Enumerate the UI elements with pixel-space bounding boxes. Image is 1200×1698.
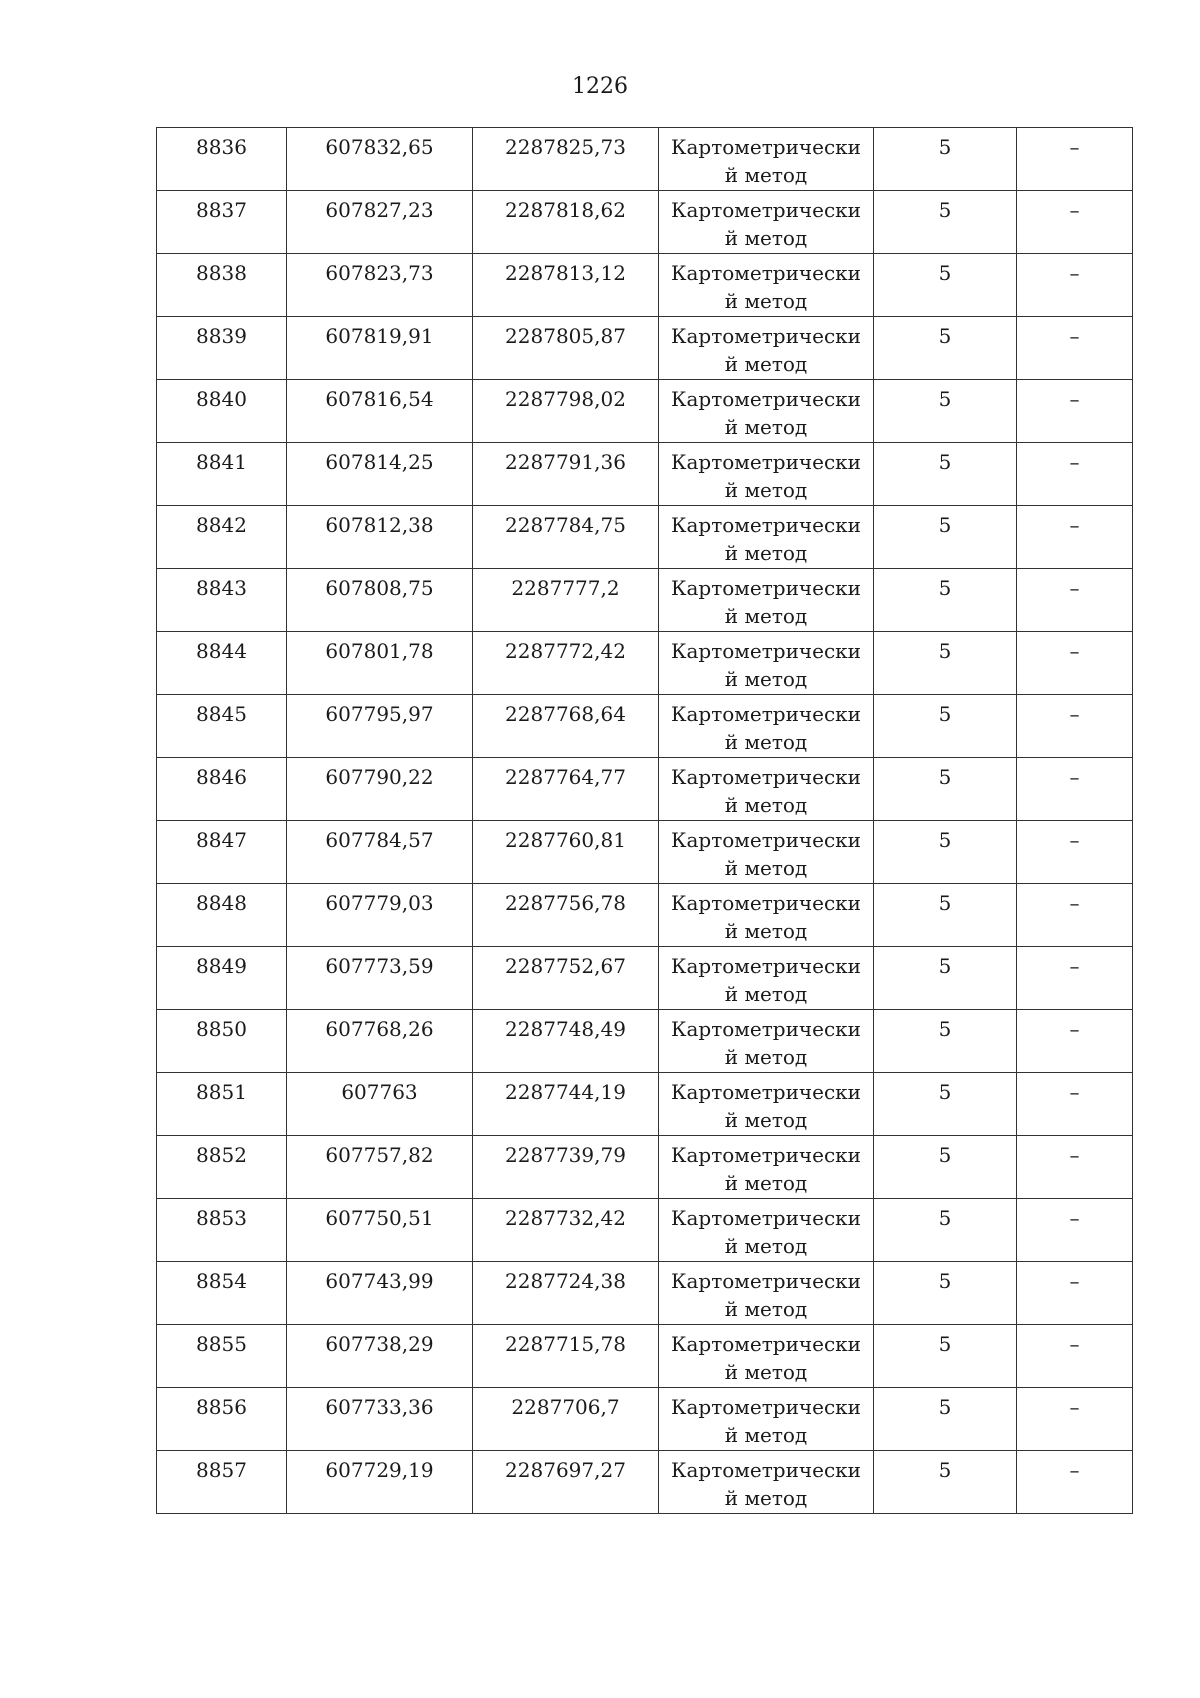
table-row bbox=[157, 1199, 1133, 1262]
y-coordinate-cell: 2287825,73 bbox=[473, 128, 659, 191]
method-cell: Картометрически й метод bbox=[659, 254, 874, 317]
point-number-cell: 8844 bbox=[157, 632, 287, 695]
page-number: 1226 bbox=[572, 74, 628, 99]
method-cell: Картометрически й метод bbox=[659, 1451, 874, 1514]
point-number-cell: 8851 bbox=[157, 1073, 287, 1136]
method-cell: Картометрически й метод bbox=[659, 947, 874, 1010]
accuracy-cell: 5 bbox=[874, 569, 1017, 632]
note-cell: – bbox=[1017, 1388, 1133, 1451]
y-coordinate-cell: 2287798,02 bbox=[473, 380, 659, 443]
note-cell: – bbox=[1017, 947, 1133, 1010]
x-coordinate-cell: 607827,23 bbox=[287, 191, 473, 254]
method-cell: Картометрически й метод bbox=[659, 884, 874, 947]
note-cell: – bbox=[1017, 254, 1133, 317]
x-coordinate-cell: 607790,22 bbox=[287, 758, 473, 821]
accuracy-cell: 5 bbox=[874, 191, 1017, 254]
point-number-cell: 8843 bbox=[157, 569, 287, 632]
accuracy-cell: 5 bbox=[874, 1136, 1017, 1199]
method-cell: Картометрически й метод bbox=[659, 632, 874, 695]
table-row bbox=[157, 254, 1133, 317]
accuracy-cell: 5 bbox=[874, 1451, 1017, 1514]
note-cell: – bbox=[1017, 317, 1133, 380]
y-coordinate-cell: 2287764,77 bbox=[473, 758, 659, 821]
point-number-cell: 8841 bbox=[157, 443, 287, 506]
x-coordinate-cell: 607812,38 bbox=[287, 506, 473, 569]
note-cell: – bbox=[1017, 821, 1133, 884]
point-number-cell: 8848 bbox=[157, 884, 287, 947]
table-row bbox=[157, 317, 1133, 380]
x-coordinate-cell: 607823,73 bbox=[287, 254, 473, 317]
point-number-cell: 8836 bbox=[157, 128, 287, 191]
y-coordinate-cell: 2287768,64 bbox=[473, 695, 659, 758]
method-cell: Картометрически й метод bbox=[659, 443, 874, 506]
x-coordinate-cell: 607784,57 bbox=[287, 821, 473, 884]
note-cell: – bbox=[1017, 443, 1133, 506]
point-number-cell: 8854 bbox=[157, 1262, 287, 1325]
table-row bbox=[157, 1262, 1133, 1325]
table-row bbox=[157, 695, 1133, 758]
x-coordinate-cell: 607763 bbox=[287, 1073, 473, 1136]
point-number-cell: 8837 bbox=[157, 191, 287, 254]
accuracy-cell: 5 bbox=[874, 380, 1017, 443]
method-cell: Картометрически й метод bbox=[659, 1010, 874, 1073]
y-coordinate-cell: 2287739,79 bbox=[473, 1136, 659, 1199]
note-cell: – bbox=[1017, 1451, 1133, 1514]
method-cell: Картометрически й метод bbox=[659, 191, 874, 254]
note-cell: – bbox=[1017, 1199, 1133, 1262]
x-coordinate-cell: 607750,51 bbox=[287, 1199, 473, 1262]
x-coordinate-cell: 607808,75 bbox=[287, 569, 473, 632]
x-coordinate-cell: 607768,26 bbox=[287, 1010, 473, 1073]
method-cell: Картометрически й метод bbox=[659, 128, 874, 191]
coordinates-table bbox=[156, 127, 1133, 1514]
accuracy-cell: 5 bbox=[874, 821, 1017, 884]
x-coordinate-cell: 607738,29 bbox=[287, 1325, 473, 1388]
table-row bbox=[157, 1073, 1133, 1136]
point-number-cell: 8845 bbox=[157, 695, 287, 758]
note-cell: – bbox=[1017, 506, 1133, 569]
y-coordinate-cell: 2287744,19 bbox=[473, 1073, 659, 1136]
method-cell: Картометрически й метод bbox=[659, 569, 874, 632]
table-row bbox=[157, 821, 1133, 884]
y-coordinate-cell: 2287752,67 bbox=[473, 947, 659, 1010]
method-cell: Картометрически й метод bbox=[659, 758, 874, 821]
x-coordinate-cell: 607816,54 bbox=[287, 380, 473, 443]
y-coordinate-cell: 2287760,81 bbox=[473, 821, 659, 884]
note-cell: – bbox=[1017, 695, 1133, 758]
note-cell: – bbox=[1017, 884, 1133, 947]
point-number-cell: 8847 bbox=[157, 821, 287, 884]
y-coordinate-cell: 2287818,62 bbox=[473, 191, 659, 254]
note-cell: – bbox=[1017, 380, 1133, 443]
point-number-cell: 8857 bbox=[157, 1451, 287, 1514]
x-coordinate-cell: 607832,65 bbox=[287, 128, 473, 191]
table-row bbox=[157, 380, 1133, 443]
accuracy-cell: 5 bbox=[874, 947, 1017, 1010]
x-coordinate-cell: 607773,59 bbox=[287, 947, 473, 1010]
table-row bbox=[157, 884, 1133, 947]
x-coordinate-cell: 607814,25 bbox=[287, 443, 473, 506]
table-row bbox=[157, 1451, 1133, 1514]
y-coordinate-cell: 2287732,42 bbox=[473, 1199, 659, 1262]
point-number-cell: 8849 bbox=[157, 947, 287, 1010]
x-coordinate-cell: 607801,78 bbox=[287, 632, 473, 695]
accuracy-cell: 5 bbox=[874, 1073, 1017, 1136]
note-cell: – bbox=[1017, 1073, 1133, 1136]
y-coordinate-cell: 2287756,78 bbox=[473, 884, 659, 947]
x-coordinate-cell: 607795,97 bbox=[287, 695, 473, 758]
x-coordinate-cell: 607757,82 bbox=[287, 1136, 473, 1199]
table-row bbox=[157, 1388, 1133, 1451]
point-number-cell: 8846 bbox=[157, 758, 287, 821]
accuracy-cell: 5 bbox=[874, 128, 1017, 191]
y-coordinate-cell: 2287791,36 bbox=[473, 443, 659, 506]
point-number-cell: 8840 bbox=[157, 380, 287, 443]
note-cell: – bbox=[1017, 758, 1133, 821]
y-coordinate-cell: 2287813,12 bbox=[473, 254, 659, 317]
x-coordinate-cell: 607733,36 bbox=[287, 1388, 473, 1451]
note-cell: – bbox=[1017, 191, 1133, 254]
coordinates-table-body bbox=[157, 128, 1133, 1514]
accuracy-cell: 5 bbox=[874, 884, 1017, 947]
accuracy-cell: 5 bbox=[874, 254, 1017, 317]
method-cell: Картометрически й метод bbox=[659, 380, 874, 443]
y-coordinate-cell: 2287784,75 bbox=[473, 506, 659, 569]
note-cell: – bbox=[1017, 569, 1133, 632]
point-number-cell: 8856 bbox=[157, 1388, 287, 1451]
note-cell: – bbox=[1017, 1136, 1133, 1199]
method-cell: Картометрически й метод bbox=[659, 1325, 874, 1388]
table-row bbox=[157, 758, 1133, 821]
point-number-cell: 8842 bbox=[157, 506, 287, 569]
method-cell: Картометрически й метод bbox=[659, 1388, 874, 1451]
table-row bbox=[157, 1325, 1133, 1388]
method-cell: Картометрически й метод bbox=[659, 821, 874, 884]
accuracy-cell: 5 bbox=[874, 1262, 1017, 1325]
accuracy-cell: 5 bbox=[874, 695, 1017, 758]
x-coordinate-cell: 607819,91 bbox=[287, 317, 473, 380]
table-row bbox=[157, 1136, 1133, 1199]
y-coordinate-cell: 2287706,7 bbox=[473, 1388, 659, 1451]
note-cell: – bbox=[1017, 1325, 1133, 1388]
accuracy-cell: 5 bbox=[874, 758, 1017, 821]
method-cell: Картометрически й метод bbox=[659, 317, 874, 380]
y-coordinate-cell: 2287697,27 bbox=[473, 1451, 659, 1514]
accuracy-cell: 5 bbox=[874, 1010, 1017, 1073]
y-coordinate-cell: 2287724,38 bbox=[473, 1262, 659, 1325]
point-number-cell: 8850 bbox=[157, 1010, 287, 1073]
note-cell: – bbox=[1017, 1262, 1133, 1325]
table-row bbox=[157, 443, 1133, 506]
point-number-cell: 8855 bbox=[157, 1325, 287, 1388]
method-cell: Картометрически й метод bbox=[659, 1199, 874, 1262]
point-number-cell: 8852 bbox=[157, 1136, 287, 1199]
table-row bbox=[157, 569, 1133, 632]
accuracy-cell: 5 bbox=[874, 443, 1017, 506]
accuracy-cell: 5 bbox=[874, 1325, 1017, 1388]
accuracy-cell: 5 bbox=[874, 632, 1017, 695]
table-row bbox=[157, 191, 1133, 254]
table-row bbox=[157, 506, 1133, 569]
table-row bbox=[157, 632, 1133, 695]
method-cell: Картометрически й метод bbox=[659, 506, 874, 569]
accuracy-cell: 5 bbox=[874, 506, 1017, 569]
y-coordinate-cell: 2287772,42 bbox=[473, 632, 659, 695]
method-cell: Картометрически й метод bbox=[659, 695, 874, 758]
method-cell: Картометрически й метод bbox=[659, 1262, 874, 1325]
point-number-cell: 8853 bbox=[157, 1199, 287, 1262]
y-coordinate-cell: 2287777,2 bbox=[473, 569, 659, 632]
y-coordinate-cell: 2287715,78 bbox=[473, 1325, 659, 1388]
accuracy-cell: 5 bbox=[874, 317, 1017, 380]
method-cell: Картометрически й метод bbox=[659, 1073, 874, 1136]
method-cell: Картометрически й метод bbox=[659, 1136, 874, 1199]
point-number-cell: 8838 bbox=[157, 254, 287, 317]
table-row bbox=[157, 1010, 1133, 1073]
point-number-cell: 8839 bbox=[157, 317, 287, 380]
x-coordinate-cell: 607779,03 bbox=[287, 884, 473, 947]
accuracy-cell: 5 bbox=[874, 1388, 1017, 1451]
note-cell: – bbox=[1017, 1010, 1133, 1073]
table-row bbox=[157, 128, 1133, 191]
note-cell: – bbox=[1017, 128, 1133, 191]
x-coordinate-cell: 607729,19 bbox=[287, 1451, 473, 1514]
note-cell: – bbox=[1017, 632, 1133, 695]
x-coordinate-cell: 607743,99 bbox=[287, 1262, 473, 1325]
table-row bbox=[157, 947, 1133, 1010]
y-coordinate-cell: 2287805,87 bbox=[473, 317, 659, 380]
y-coordinate-cell: 2287748,49 bbox=[473, 1010, 659, 1073]
accuracy-cell: 5 bbox=[874, 1199, 1017, 1262]
